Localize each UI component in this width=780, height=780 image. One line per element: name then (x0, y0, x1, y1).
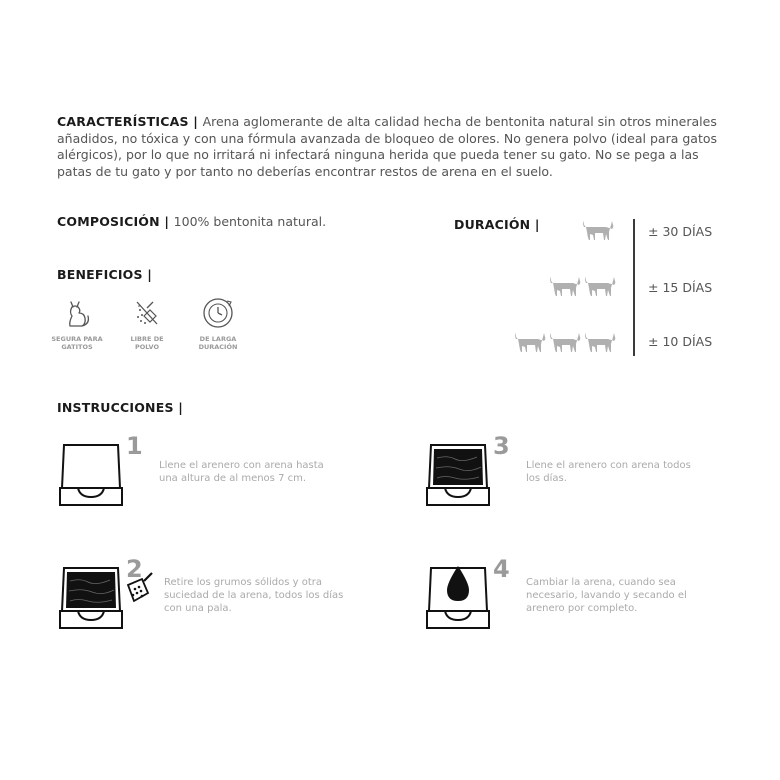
instrucciones-title: INSTRUCCIONES (57, 400, 174, 415)
duracion-separator: | (530, 217, 540, 232)
no-dust-icon (130, 296, 164, 330)
step-number: 2 (126, 555, 143, 583)
duracion-value: ± 15 DÍAS (648, 280, 713, 295)
beneficios-header (57, 264, 152, 283)
duracion-title: DURACIÓN (454, 217, 531, 232)
cat-icon (581, 217, 615, 245)
cat-icon (583, 273, 617, 301)
composicion-separator: | (159, 214, 174, 229)
empty-litter-tray-icon (58, 440, 124, 508)
benefit-label: LIBRE DE POLVO (130, 335, 164, 351)
scoop-litter-tray-icon (58, 563, 158, 631)
beneficios-separator: | (142, 267, 153, 282)
step-text: Llene el arenero con arena hasta una altura de al menos 7 cm. (159, 460, 324, 484)
cat-icon (583, 329, 617, 357)
cat-icon (548, 273, 582, 301)
benefit-dust-free (117, 296, 177, 351)
duracion-header (454, 214, 540, 233)
beneficios-title: BENEFICIOS (57, 267, 143, 282)
instrucciones-header (57, 397, 183, 416)
step-text: Llene el arenero con arena todos los días. (526, 460, 691, 484)
clock-icon (201, 296, 235, 330)
composicion-title: COMPOSICIÓN (57, 214, 160, 229)
cat-icon (548, 329, 582, 357)
composicion-text: 100% bentonita natural. (173, 214, 327, 229)
benefit-kitten-safe (47, 296, 107, 351)
caracteristicas-text: Arena aglomerante de alta calidad hecha de bentonita natural sin otros minerales añadidos, no tóxica y con una fórmula avanzada de bloqueo de olores. No genera polvo (ideal para gatos alérgicos), por lo que no irritará ni infectará ninguna herida que pueda tener su gato. No se pega a las patas de tu gato y por tanto no deberías encontrar restos de arena en el suelo. (57, 114, 718, 179)
step-text: Retire los grumos sólidos y otra suciedad de la arena, todos los días con una pala. (164, 577, 344, 614)
filled-litter-tray-icon (425, 440, 491, 508)
duracion-value: ± 10 DÍAS (648, 334, 713, 349)
step-number: 4 (493, 555, 510, 583)
benefit-label: SEGURA PARA GATITOS (51, 335, 103, 351)
cat-icon (60, 296, 94, 330)
caracteristicas-section (57, 114, 727, 180)
benefit-long-lasting (188, 296, 248, 351)
step-number: 3 (493, 432, 510, 460)
duracion-value: ± 30 DÍAS (648, 224, 713, 239)
caracteristicas-title: CARACTERÍSTICAS (57, 114, 189, 129)
caracteristicas-separator: | (188, 114, 203, 129)
step-text: Cambiar la arena, cuando sea necesario, lavando y secando el arenero por completo. (526, 577, 687, 614)
duracion-divider (633, 219, 635, 356)
instrucciones-separator: | (173, 400, 183, 415)
composicion-section (57, 214, 326, 229)
benefit-label: DE LARGA DURACIÓN (198, 335, 238, 351)
cat-icon (513, 329, 547, 357)
step-number: 1 (126, 432, 143, 460)
wash-litter-tray-icon (425, 563, 491, 631)
